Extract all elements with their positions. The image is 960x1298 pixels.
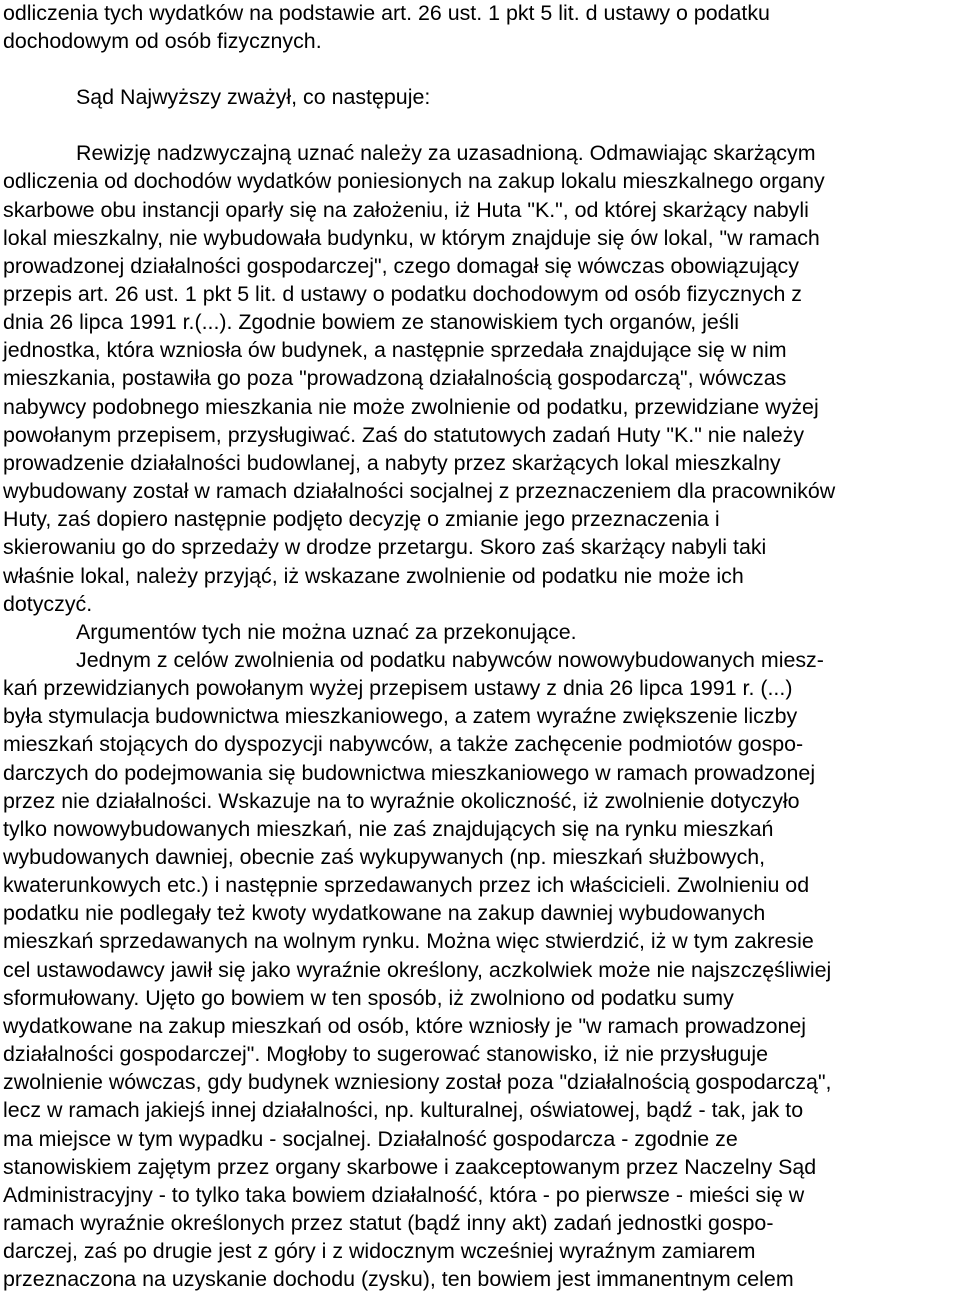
text-line: mieszkania, postawiła go poza "prowadzoną działalnością gospodarczą", wówczas <box>3 366 787 390</box>
text-line: Huty, zaś dopiero następnie podjęto decyzję o zmianie jego przeznaczenia i <box>3 507 720 531</box>
text-line: dnia 26 lipca 1991 r.(...). Zgodnie bowiem ze stanowiskiem tych organów, jeśli <box>3 310 739 334</box>
text-line: nabywcy podobnego mieszkania nie może zwolnienie od podatku, przewidziane wyżej <box>3 395 819 419</box>
text-line: mieszkań sprzedawanych na wolnym rynku. Można więc stwierdzić, iż w tym zakresie <box>3 929 814 953</box>
text-line: mieszkań stojących do dyspozycji nabywców, a także zachęcenie podmiotów gospo- <box>3 732 804 756</box>
text-line: odliczenia tych wydatków na podstawie art. 26 ust. 1 pkt 5 lit. d ustawy o podatku <box>3 1 770 25</box>
text-line: była stymulacja budownictwa mieszkaniowego, a zatem wyraźne zwiększenie liczby <box>3 704 798 728</box>
text-line: ma miejsce w tym wypadku - socjalnej. Działalność gospodarcza - zgodnie ze <box>3 1127 738 1151</box>
text-line: Argumentów tych nie można uznać za przekonujące. <box>76 620 577 644</box>
text-line: dotyczyć. <box>3 592 93 616</box>
text-line: Jednym z celów zwolnienia od podatku nabywców nowowybudowanych miesz- <box>76 648 824 672</box>
text-line: wybudowanych dawniej, obecnie zaś wykupywanych (np. mieszkań służbowych, <box>3 845 766 869</box>
text-line: darczych do podejmowania się budownictwa mieszkaniowego w ramach prowadzonej <box>3 761 816 785</box>
text-line: cel ustawodawcy jawił się jako wyraźnie określony, aczkolwiek może nie najszczęśliwiej <box>3 958 832 982</box>
text-line: darczej, zaś po drugie jest z góry i z widocznym wcześniej wyraźnym zamiarem <box>3 1239 756 1263</box>
text-line: tylko nowowybudowanych mieszkań, nie zaś znajdujących się na rynku mieszkań <box>3 817 774 841</box>
text-line: prowadzonej działalności gospodarczej", czego domagał się wówczas obowiązujący <box>3 254 799 278</box>
text-line: odliczenia od dochodów wydatków poniesionych na zakup lokalu mieszkalnego organy <box>3 169 825 193</box>
text-line: jednostka, która wzniosła ów budynek, a następnie sprzedała znajdujące się w nim <box>3 338 787 362</box>
text-line: kwaterunkowych etc.) i następnie sprzedawanych przez ich właścicieli. Zwolnieniu od <box>3 873 810 897</box>
text-line: sformułowany. Ujęto go bowiem w ten sposób, iż zwolniono od podatku sumy <box>3 986 734 1010</box>
text-line: przepis art. 26 ust. 1 pkt 5 lit. d ustawy o podatku dochodowym od osób fizycznych z <box>3 282 802 306</box>
text-line: Rewizję nadzwyczajną uznać należy za uzasadnioną. Odmawiając skarżącym <box>76 141 816 165</box>
text-line: stanowiskiem zajętym przez organy skarbowe i zaakceptowanym przez Naczelny Sąd <box>3 1155 817 1179</box>
text-line: wydatkowane na zakup mieszkań od osób, które wzniosły je "w ramach prowadzonej <box>3 1014 807 1038</box>
text-line: powołanym przepisem, przysługiwać. Zaś do statutowych zadań Huty "K." nie należy <box>3 423 805 447</box>
text-line: Administracyjny - to tylko taka bowiem działalność, która - po pierwsze - mieści się w <box>3 1183 805 1207</box>
text-line: skarbowe obu instancji oparły się na założeniu, iż Huta "K.", od której skarżący nabyli <box>3 198 809 222</box>
text-line: ramach wyraźnie określonych przez statut (bądź inny akt) zadań jednostki gospo- <box>3 1211 774 1235</box>
text-line: prowadzenie działalności budowlanej, a nabyty przez skarżących lokal mieszkalny <box>3 451 781 475</box>
text-line: właśnie lokal, należy przyjąć, iż wskazane zwolnienie od podatku nie może ich <box>3 564 744 588</box>
text-line: działalności gospodarczej". Mogłoby to sugerować stanowisko, iż nie przysługuje <box>3 1042 768 1066</box>
section-heading: Sąd Najwyższy zważył, co następuje: <box>76 85 431 109</box>
text-line: lecz w ramach jakiejś innej działalności, np. kulturalnej, oświatowej, bądź - tak, jak to <box>3 1098 804 1122</box>
text-line: dochodowym od osób fizycznych. <box>3 29 322 53</box>
text-line: przez nie działalności. Wskazuje na to wyraźnie okoliczność, iż zwolnienie dotyczyło <box>3 789 800 813</box>
text-line: zwolnienie wówczas, gdy budynek wzniesiony został poza "działalnością gospodarczą", <box>3 1070 832 1094</box>
text-line: podatku nie podlegały też kwoty wydatkowane na zakup dawniej wybudowanych <box>3 901 766 925</box>
text-line: kań przewidzianych powołanym wyżej przepisem ustawy z dnia 26 lipca 1991 r. (...) <box>3 676 793 700</box>
text-line: lokal mieszkalny, nie wybudowała budynku, w którym znajduje się ów lokal, "w ramach <box>3 226 820 250</box>
text-line: przeznaczona na uzyskanie dochodu (zysku), ten bowiem jest immanentnym celem <box>3 1267 794 1291</box>
text-line: wybudowany został w ramach działalności socjalnej z przeznaczeniem dla pracowników <box>3 479 836 503</box>
text-line: skierowaniu go do sprzedaży w drodze przetargu. Skoro zaś skarżący nabyli taki <box>3 535 767 559</box>
